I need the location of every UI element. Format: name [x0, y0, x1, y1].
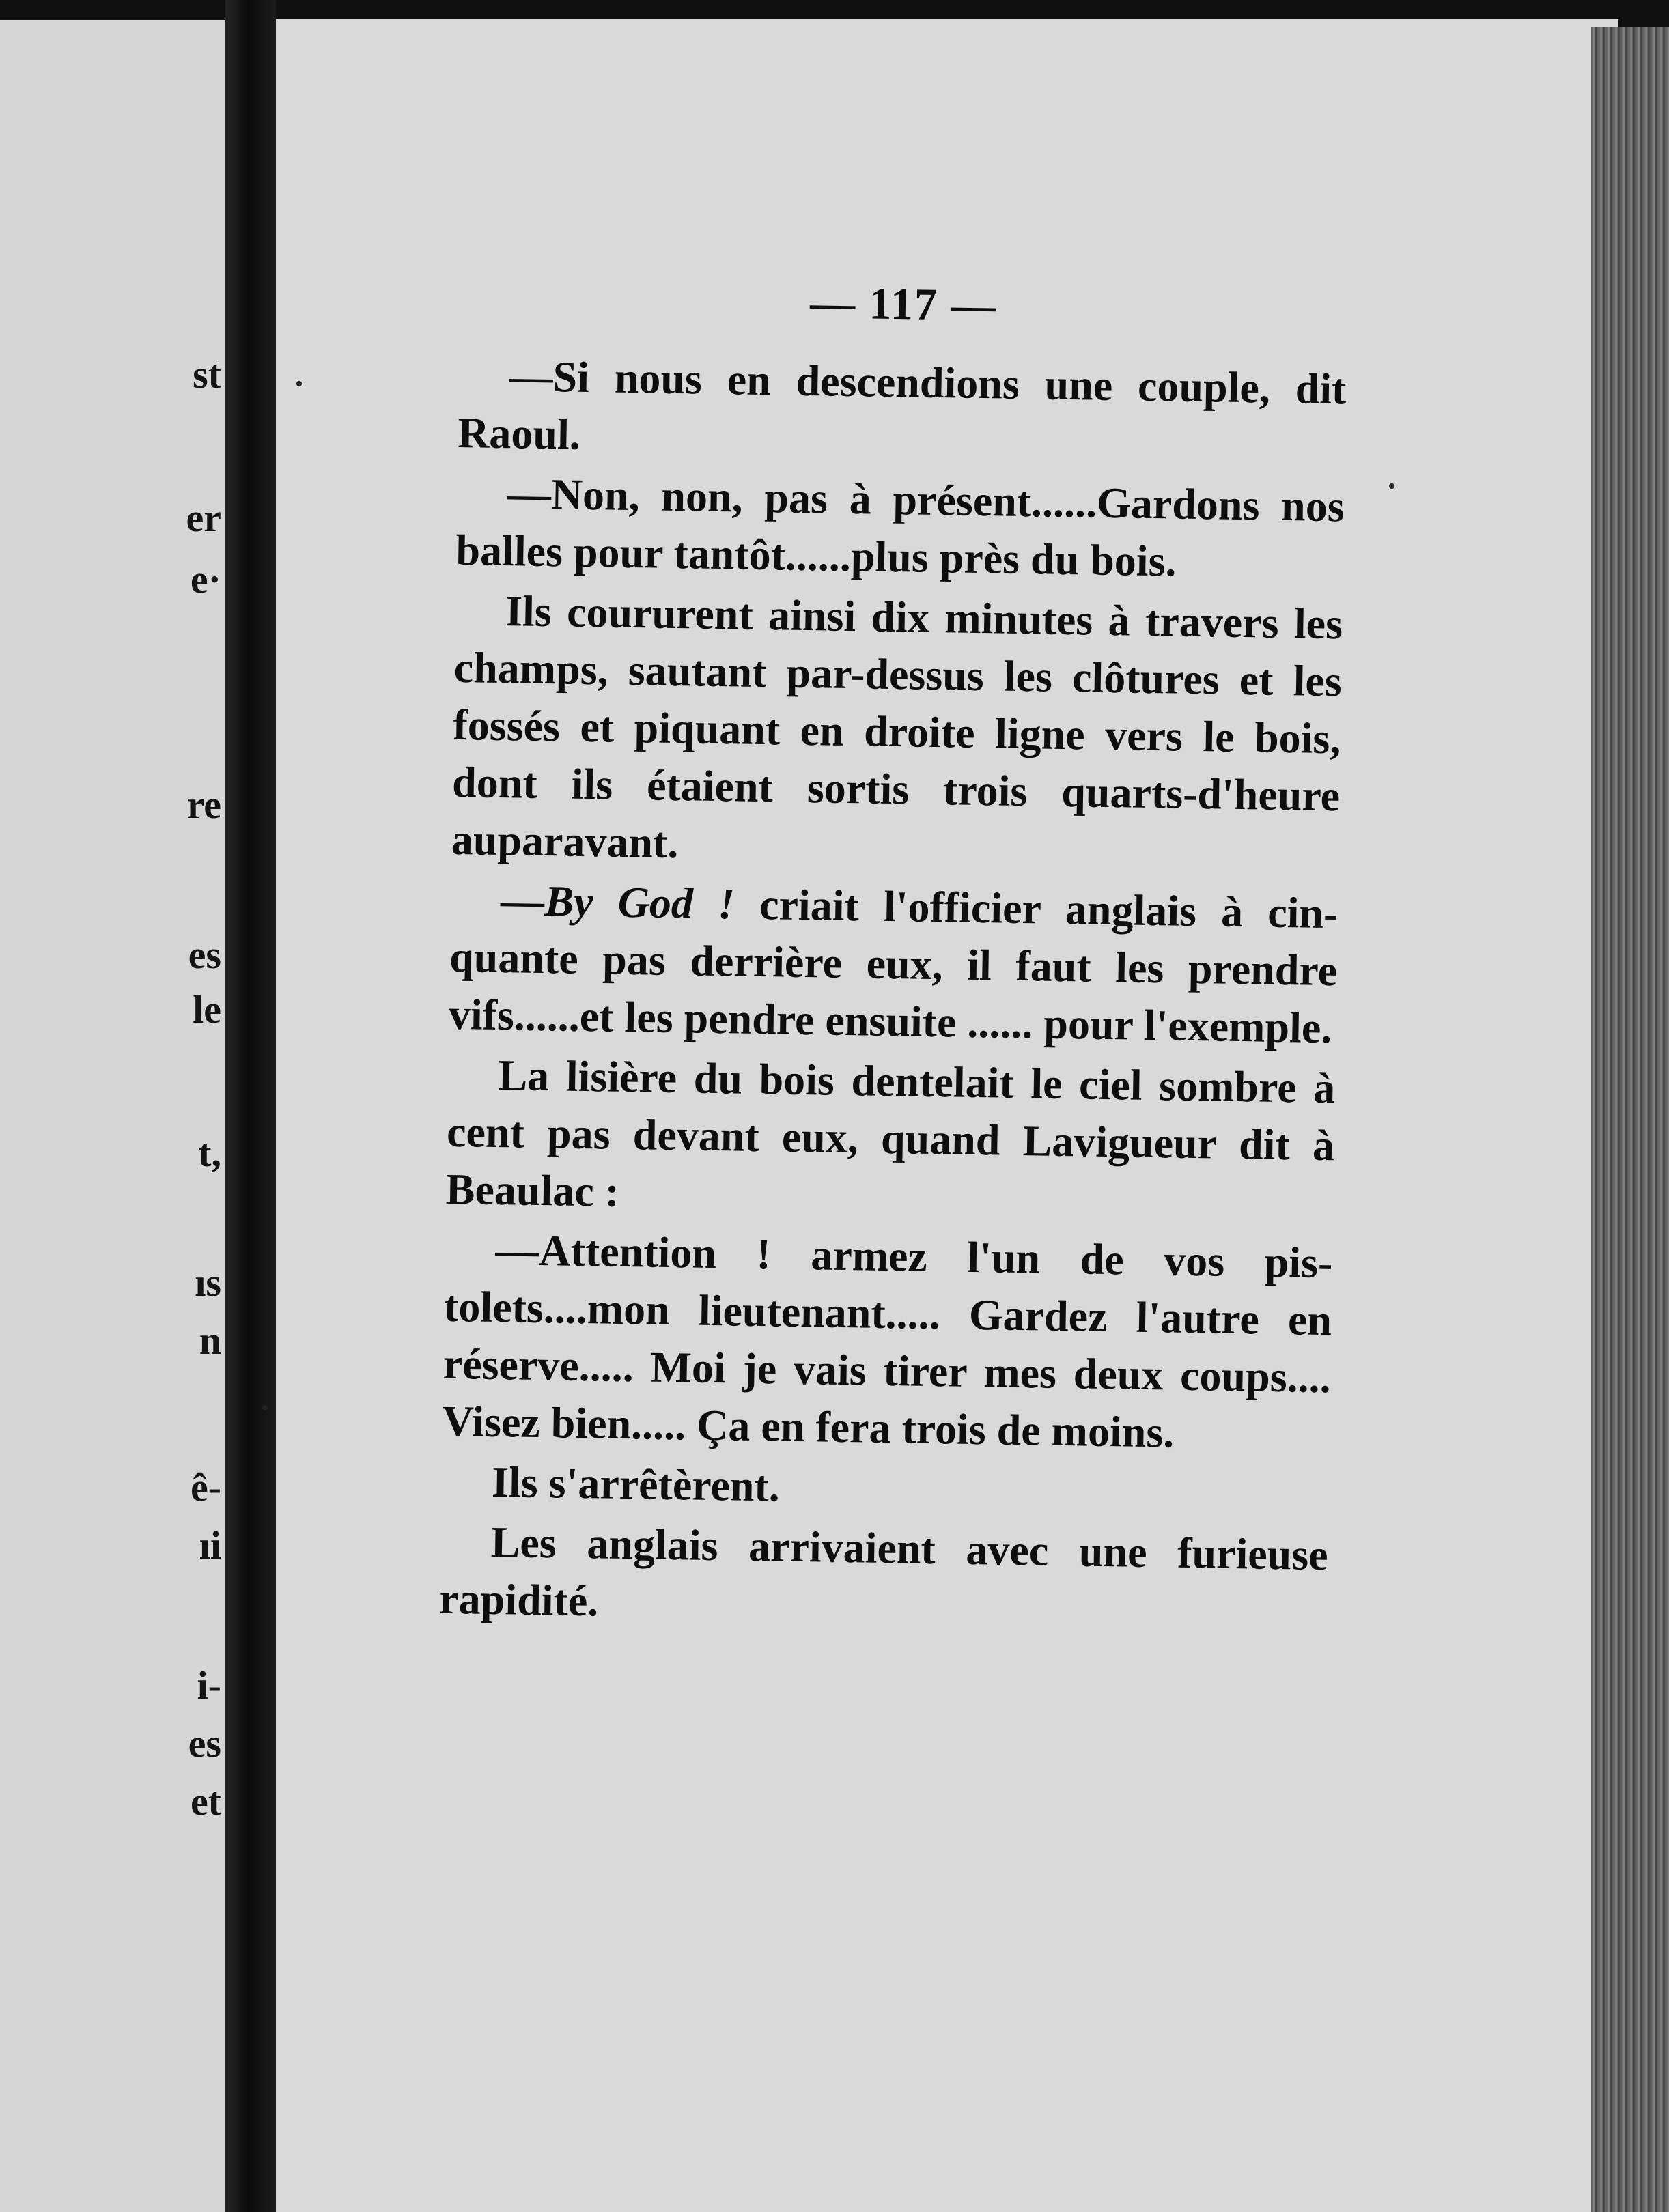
book-gutter	[225, 0, 276, 2212]
previous-page-edge	[0, 20, 225, 2212]
margin-fragment: n	[199, 1318, 221, 1363]
paragraph: Ils s'arrêtèrent.	[491, 1457, 781, 1511]
paragraph: Ils coururent ainsi dix minutes à travers les champs, sautant par-dessus les clôtures et les fossés et piquant en droite ligne vers le bois, dont ils étaient sortis trois quarts-d'heure auparavant.	[451, 586, 1343, 868]
margin-fragment: ıi	[199, 1523, 221, 1568]
paragraph: —Si nous en descendions une couple, dit Raoul.	[457, 352, 1347, 459]
paragraph: —Attention ! armez l'un de vos pistolets....mon lieutenant..... Gardez l'autre en réserve..... Moi je vais tirer mes deux coups.... Visez bien..... Ça en fera trois de moins.	[441, 1225, 1333, 1457]
book-page	[276, 19, 1618, 2212]
page-number: — 117 —	[809, 278, 998, 331]
margin-fragment: er	[186, 496, 221, 540]
margin-fragment: t,	[198, 1131, 221, 1175]
ink-speck	[1389, 483, 1394, 489]
margin-fragment: es	[188, 933, 221, 977]
margin-fragment: e·	[190, 557, 221, 601]
stacked-page-edges	[1591, 27, 1669, 2212]
paragraph: La lisière du bois dentelait le ciel sombre à cent pas devant eux, quand Lavigueur dit à Beaulac :	[445, 1051, 1336, 1216]
margin-fragment: le	[193, 987, 221, 1032]
margin-fragment: es	[188, 1721, 221, 1766]
margin-fragment: et	[190, 1779, 221, 1824]
margin-fragment: i-	[197, 1663, 221, 1707]
ink-speck	[262, 1405, 268, 1410]
margin-fragment: ıs	[195, 1260, 221, 1305]
margin-fragment: re	[186, 782, 221, 827]
ink-speck	[296, 381, 302, 386]
margin-fragment: ê-	[190, 1465, 221, 1509]
italic-exclamation: —By God !	[500, 876, 735, 928]
margin-fragment: st	[193, 352, 221, 397]
paragraph-text: criait l'officier anglais à cinquante pas derrière eux, il faut les prendre vifs......et les pendre ensuite ...... pour l'exemple.	[448, 879, 1338, 1053]
page-text	[439, 272, 1635, 1649]
paragraph	[448, 871, 1338, 1057]
paragraph: —Non, non, pas à présent......Gardons nos balles pour tantôt......plus près du bois.	[455, 469, 1345, 586]
paragraph: Les anglais arrivaient avec une furieuse rapidité.	[438, 1517, 1329, 1626]
